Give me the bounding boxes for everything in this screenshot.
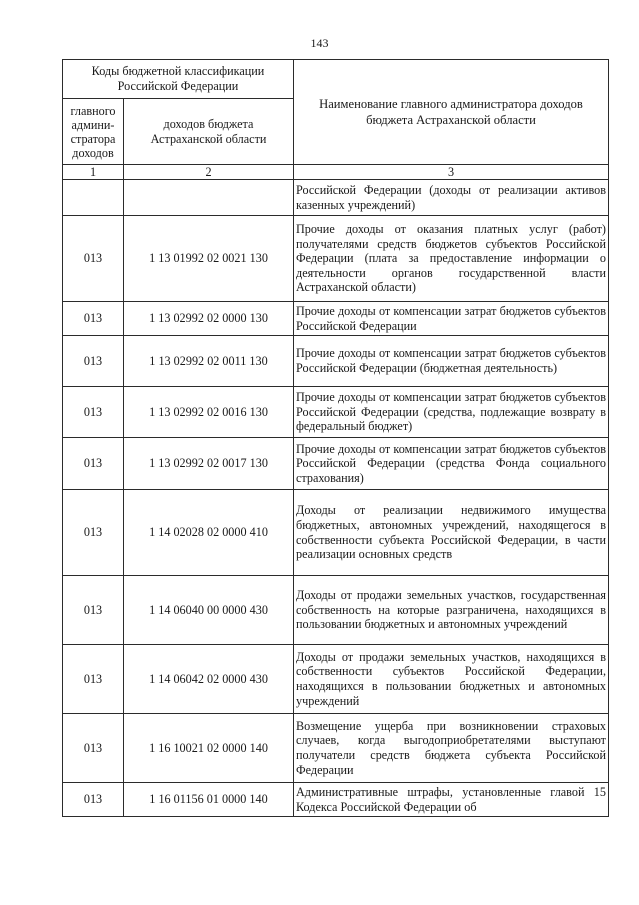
column-number-2: 2 [124, 165, 294, 180]
table-row [63, 783, 609, 817]
admin-code-cell: 013 [63, 302, 124, 336]
description-cell: Возмещение ущерба при возникновении страховых случаев, когда выгодоприобретателями выступают получатели средств бюджета субъекта Российской Федерации [294, 714, 609, 783]
header-main-administrator: главного админи-стратора доходов [63, 99, 124, 165]
income-code-cell: 1 13 02992 02 0016 130 [124, 387, 294, 438]
table-row [63, 438, 609, 490]
admin-code-cell: 013 [63, 645, 124, 714]
income-code-cell: 1 14 06040 00 0000 430 [124, 576, 294, 645]
admin-code-cell: 013 [63, 438, 124, 490]
income-code-cell: 1 14 02028 02 0000 410 [124, 490, 294, 576]
admin-code-cell: 013 [63, 336, 124, 387]
description-cell: Российской Федерации (доходы от реализации активов казенных учреждений) [294, 180, 609, 216]
description-cell: Прочие доходы от компенсации затрат бюджетов субъектов Российской Федерации (средства Фонда социального страхования) [294, 438, 609, 490]
table-row [63, 714, 609, 783]
income-code-cell: 1 14 06042 02 0000 430 [124, 645, 294, 714]
description-cell: Прочие доходы от компенсации затрат бюджетов субъектов Российской Федерации (средства, подлежащие возврату в федеральный бюджет) [294, 387, 609, 438]
header-budget-income: доходов бюджета Астраханской области [124, 99, 294, 165]
header-administrator-name: Наименование главного администратора доходов бюджета Астраханской области [294, 60, 609, 165]
income-code-cell: 1 13 02992 02 0000 130 [124, 302, 294, 336]
table-row [63, 645, 609, 714]
income-code-cell: 1 16 10021 02 0000 140 [124, 714, 294, 783]
income-code-cell: 1 13 02992 02 0011 130 [124, 336, 294, 387]
income-code-cell [124, 180, 294, 216]
description-cell: Прочие доходы от компенсации затрат бюджетов субъектов Российской Федерации (бюджетная деятельность) [294, 336, 609, 387]
income-code-cell: 1 16 01156 01 0000 140 [124, 783, 294, 817]
description-cell: Административные штрафы, установленные главой 15 Кодекса Российской Федерации об [294, 783, 609, 817]
admin-code-cell: 013 [63, 576, 124, 645]
table-row [63, 180, 609, 216]
column-number-3: 3 [294, 165, 609, 180]
income-code-cell: 1 13 01992 02 0021 130 [124, 216, 294, 302]
admin-code-cell: 013 [63, 216, 124, 302]
income-code-cell: 1 13 02992 02 0017 130 [124, 438, 294, 490]
admin-code-cell: 013 [63, 387, 124, 438]
description-cell: Доходы от реализации недвижимого имущества бюджетных, автономных учреждений, находящегося в собственности субъекта Российской Федерации, в части реализации основных средств [294, 490, 609, 576]
description-cell: Прочие доходы от компенсации затрат бюджетов субъектов Российской Федерации [294, 302, 609, 336]
description-cell: Прочие доходы от оказания платных услуг (работ) получателями средств бюджетов субъектов Российской Федерации (плата за предоставление информации о деятельности органов государственной власти Астраханской области) [294, 216, 609, 302]
admin-code-cell: 013 [63, 783, 124, 817]
description-cell: Доходы от продажи земельных участков, государственная собственность на которые разграничена, находящихся в пользовании бюджетных и автономных учреждений [294, 576, 609, 645]
table-row [63, 576, 609, 645]
table-row [63, 302, 609, 336]
column-number-1: 1 [63, 165, 124, 180]
budget-classification-table [62, 59, 609, 817]
admin-code-cell: 013 [63, 490, 124, 576]
header-row-numbers [63, 165, 609, 180]
admin-code-cell [63, 180, 124, 216]
page-number: 143 [310, 36, 329, 50]
table-row [63, 387, 609, 438]
table-row [63, 216, 609, 302]
table-row [63, 336, 609, 387]
admin-code-cell: 013 [63, 714, 124, 783]
header-codes-group: Коды бюджетной классификации Российской Федерации [63, 60, 294, 99]
header-row-top [63, 60, 609, 99]
description-cell: Доходы от продажи земельных участков, находящихся в собственности субъектов Российской Федерации, находящихся в пользовании бюджетных и автономных учреждений [294, 645, 609, 714]
table-row [63, 490, 609, 576]
